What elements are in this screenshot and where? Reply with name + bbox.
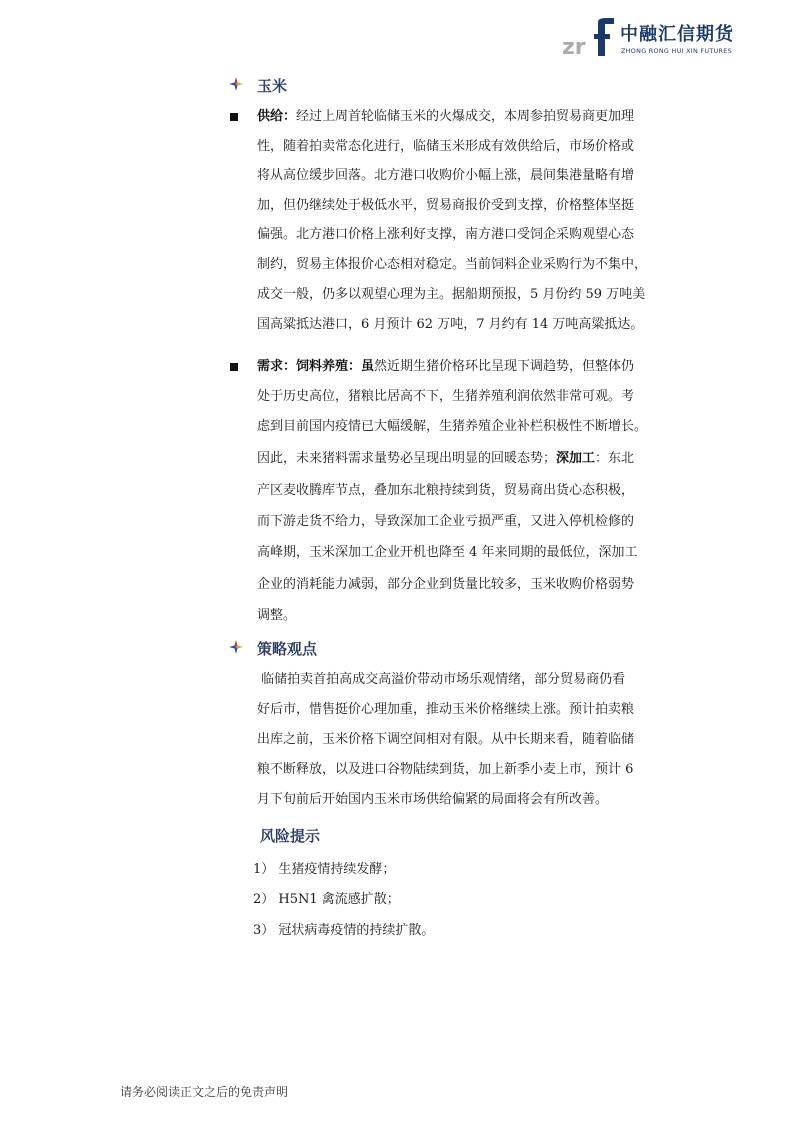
supply-line-2: 性，随着拍卖常态化进行，临储玉米形成有效供给后，市场价格或	[257, 139, 635, 154]
supply-line-3: 将从高位缓步回落。北方港口收购价小幅上涨，晨间集港量略有增	[257, 168, 635, 183]
company-name-cn: 中融汇信期货	[620, 24, 734, 45]
deep-processing-label: 深加工	[556, 451, 596, 466]
company-name-en: ZHONG RONG HUI XIN FUTURES	[621, 47, 732, 55]
strategy-line-1: 临储拍卖首拍高成交高溢价带动市场乐观情绪，部分贸易商仍看	[257, 672, 626, 687]
demand-line-7: 高峰期，玉米深加工企业开机也降至 4 年来同期的最低位，深加工	[257, 545, 638, 560]
section-title-corn: 玉米	[257, 77, 288, 95]
section-title-strategy: 策略观点	[257, 640, 318, 658]
strategy-line-3: 出库之前，玉米价格下调空间相对有限。从中长期来看，随着临储	[257, 732, 635, 747]
svg-text:zr: zr	[562, 35, 586, 60]
demand-line-1: 需求：饲料养殖：虽然近期生猪价格环比呈现下调趋势，但整体仍	[257, 359, 635, 374]
demand-line-2: 处于历史高位，猪粮比居高不下，生猪养殖利润依然非常可观。考	[257, 389, 635, 404]
diamond-star-bullet-icon	[229, 640, 243, 654]
strategy-line-4: 粮不断释放，以及进口谷物陆续到货，加上新季小麦上市，预计 6	[257, 762, 634, 777]
supply-line-6: 制约，贸易主体报价心态相对稳定。当前饲料企业采购行为不集中，	[257, 257, 648, 272]
supply-line-1: 供给：经过上周首轮临储玉米的火爆成交，本周参拍贸易商更加理	[257, 109, 635, 124]
risk-item-2: 2） H5N1 禽流感扩散；	[253, 892, 400, 907]
demand-line-5: 产区麦收腾库节点，叠加东北粮持续到货，贸易商出货心态积极，	[257, 483, 635, 498]
square-bullet-icon	[230, 113, 238, 121]
zrf-logo-mark-icon	[560, 18, 618, 62]
demand-label: 需求：饲料养殖：	[257, 359, 362, 374]
section-title-risk: 风险提示	[260, 827, 321, 845]
disclaimer-footer: 请务必阅读正文之后的免责声明	[120, 1085, 289, 1099]
risk-item-1: 1） 生猪疫情持续发酵；	[253, 862, 396, 877]
supply-line-8: 国高粱抵达港口，6 月预计 62 万吨，7 月约有 14 万吨高粱抵达。	[257, 317, 644, 332]
demand-line-6: 而下游走货不给力，导致深加工企业亏损严重，又进入停机检修的	[257, 514, 635, 529]
supply-line-4: 加，但仍继续处于极低水平，贸易商报价受到支撑，价格整体坚挺	[257, 198, 635, 213]
company-logo	[560, 18, 750, 62]
demand-line-4: 因此，未来猪料需求量势必呈现出明显的回暖态势；深加工：东北	[257, 451, 635, 466]
demand-line-8: 企业的消耗能力减弱，部分企业到货量比较多，玉米收购价格弱势	[257, 577, 635, 592]
supply-line-7: 成交一般，仍多以观望心理为主。据船期预报，5 月份约 59 万吨美	[257, 287, 646, 302]
demand-line-9: 调整。	[257, 608, 297, 623]
diamond-star-bullet-icon	[229, 77, 243, 91]
supply-line-5: 偏强。北方港口价格上涨利好支撑，南方港口受饲企采购观望心态	[257, 227, 635, 242]
strategy-line-2: 好后市，惜售挺价心理加重，推动玉米价格继续上涨。预计拍卖粮	[257, 702, 635, 717]
demand-line-3: 虑到目前国内疫情已大幅缓解，生猪养殖企业补栏积极性不断增长。	[257, 419, 648, 434]
risk-item-3: 3） 冠状病毒疫情的持续扩散。	[253, 923, 435, 938]
supply-label: 供给：	[257, 109, 297, 124]
square-bullet-icon	[230, 363, 238, 371]
strategy-line-5: 月下旬前后开始国内玉米市场供给偏紧的局面将会有所改善。	[257, 792, 609, 807]
